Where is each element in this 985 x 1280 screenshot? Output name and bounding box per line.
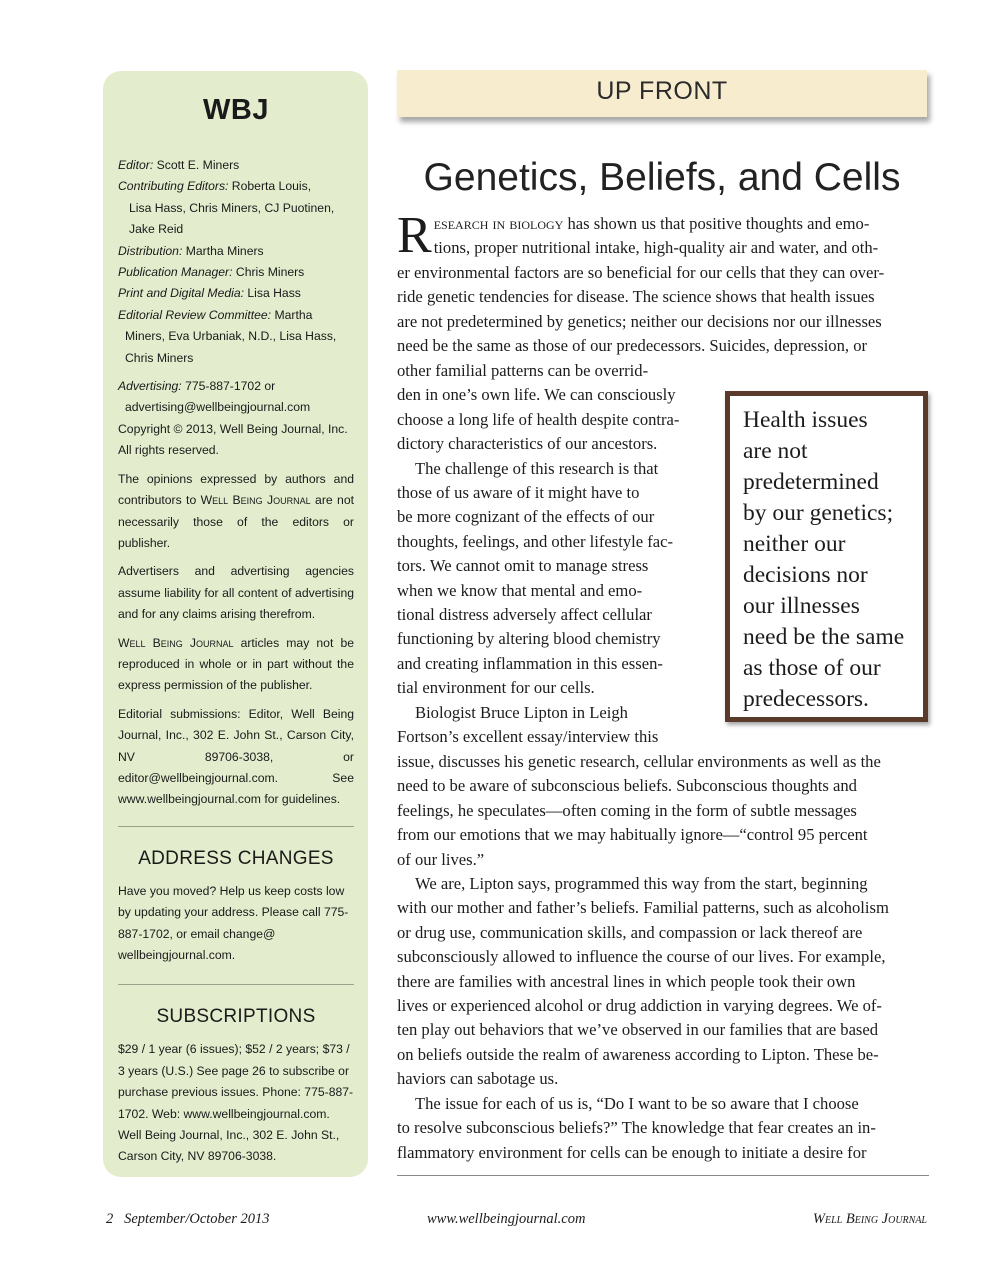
article-line: feelings, he speculates—often coming in the form of subtle messages bbox=[397, 800, 857, 820]
article-title: Genetics, Beliefs, and Cells bbox=[423, 156, 901, 199]
contrib-names-3: Jake Reid bbox=[129, 222, 184, 237]
article-line: den in one’s own life. We can consciously bbox=[397, 385, 676, 405]
article-line: dictory characteristics of our ancestors. bbox=[397, 434, 658, 454]
pull-quote-line: by our genetics; bbox=[743, 500, 894, 526]
sidebar-title: WBJ bbox=[203, 94, 269, 126]
pubmgr-label: Publication Manager: bbox=[118, 265, 233, 280]
masthead-credits bbox=[118, 155, 354, 369]
article-line: on beliefs outside the realm of awareness according to Lipton. These be- bbox=[397, 1044, 879, 1064]
advertising-info bbox=[118, 376, 354, 462]
address-changes-heading: ADDRESS CHANGES bbox=[138, 847, 334, 869]
contrib-label: Contributing Editors: bbox=[118, 179, 229, 194]
media-label: Print and Digital Media: bbox=[118, 286, 244, 301]
article-line: functioning by altering blood chemistry bbox=[397, 629, 661, 649]
review-names-1: Martha bbox=[271, 307, 313, 322]
article-line: be more cognizant of the effects of our bbox=[397, 507, 655, 527]
drop-cap: R bbox=[397, 207, 432, 264]
pull-quote-line: predecessors. bbox=[743, 686, 869, 712]
pull-quote-line: predetermined bbox=[743, 469, 879, 495]
advertisers-liability: Advertisers and advertising agencies assume liability for all content of advertising and for any claims arising therefrom. bbox=[118, 564, 354, 622]
article-line: of our lives.” bbox=[397, 849, 485, 869]
article-line: tial environment for our cells. bbox=[397, 678, 595, 698]
advertising-phone: 775-887-1702 or bbox=[181, 379, 276, 394]
editor-label: Editor: bbox=[118, 158, 154, 172]
section-banner: UP FRONT bbox=[397, 70, 927, 117]
opinions-journal-name: Well Being Journal bbox=[200, 493, 311, 508]
subscriptions-text: $29 / 1 year (6 issues); $52 / 2 years; $73 / 3 years (U.S.) See page 26 to subscribe or purchase previous issues. Phone: 775-887-1702. Web: www.wellbeingjournal.com. Well Being Journal, Inc., 302 E. John St., Carson City, NV 89706-3038. bbox=[118, 1042, 354, 1164]
article-body-narrow bbox=[397, 359, 707, 750]
article-line: to resolve subconscious beliefs?” The knowledge that fear creates an in- bbox=[397, 1118, 876, 1138]
article-line: Biologist Bruce Lipton in Leigh bbox=[415, 702, 628, 722]
contrib-names-1: Roberta Louis, bbox=[228, 179, 312, 194]
article-line: Fortson’s excellent essay/interview this bbox=[397, 727, 659, 747]
pull-quote bbox=[725, 391, 928, 722]
article-line: tors. We cannot omit to manage stress bbox=[397, 556, 649, 576]
article-line: haviors can sabotage us. bbox=[397, 1069, 559, 1089]
opinions-rest: are not necessarily those of the editors or publisher. bbox=[118, 493, 354, 550]
advertising-label: Advertising: bbox=[118, 379, 182, 394]
media-name: Lisa Hass bbox=[244, 286, 301, 301]
pull-quote-line: neither our bbox=[743, 531, 846, 557]
pull-quote-line: need be the same bbox=[743, 624, 905, 650]
pubmgr-name: Chris Miners bbox=[232, 265, 305, 280]
article-line: thoughts, feelings, and other lifestyle fac- bbox=[397, 531, 674, 551]
article-line: are not predetermined by genetics; neither our decisions nor our illnesses bbox=[397, 311, 882, 331]
article-body-bottom bbox=[397, 750, 930, 1165]
article-line: those of us aware of it might have to bbox=[397, 483, 640, 503]
reproduce-rest: articles may not be reproduced in whole or in part without the express permission of the publisher. bbox=[118, 635, 355, 693]
article-line: tional distress adversely affect cellular bbox=[397, 605, 652, 625]
article-line: er environmental factors are so beneficial for our cells that they can over- bbox=[397, 262, 885, 282]
article-line: tions, proper nutritional intake, high-quality air and water, and oth- bbox=[433, 238, 879, 258]
opinions-disclaimer bbox=[118, 469, 354, 555]
pull-quote-line: decisions nor bbox=[743, 562, 868, 588]
subscriptions-heading: SUBSCRIPTIONS bbox=[156, 1006, 316, 1028]
article-line: need be the same as those of our predecessors. Suicides, depression, or bbox=[397, 336, 868, 356]
advertising-email: advertising@wellbeingjournal.com bbox=[125, 400, 311, 415]
editor-name: Scott E. Miners bbox=[153, 158, 240, 172]
pull-quote-line: are not bbox=[743, 438, 808, 464]
submissions-info: Editorial submissions: Editor, Well Being Journal, Inc., 302 E. John St., Carson City, NV 89706-3038, or editor@wellbeingjournal.com. See www.wellbeingjournal.com for guidelines. bbox=[118, 706, 354, 807]
article-line: or drug use, communication skills, and compassion or lack thereof are bbox=[397, 922, 863, 942]
opinions-lead: The opinions expressed by authors and contributors to bbox=[118, 471, 354, 508]
article-body-top bbox=[397, 207, 930, 358]
pull-quote-line: Health issues bbox=[743, 407, 868, 433]
copyright-notice: Copyright © 2013, Well Being Journal, Inc. bbox=[118, 421, 348, 436]
article-line: with our mother and father’s beliefs. Familial patterns, such as alcoholism bbox=[397, 898, 889, 918]
footer-page-date: 2 September/October 2013 bbox=[106, 1211, 270, 1227]
article-line: when we know that mental and emo- bbox=[397, 580, 643, 600]
article-line: from our emotions that we may habitually ignore—“control 95 percent bbox=[397, 825, 868, 845]
review-label: Editorial Review Committee: bbox=[118, 307, 272, 322]
dist-name: Martha Miners bbox=[182, 243, 264, 258]
pull-quote-line: our illnesses bbox=[743, 593, 860, 619]
sidebar-divider bbox=[118, 826, 354, 827]
article-line: The issue for each of us is, “Do I want to be so aware that I choose bbox=[415, 1093, 859, 1113]
rights-notice: All rights reserved. bbox=[118, 443, 219, 458]
article-line: flammatory environment for cells can be enough to initiate a desire for bbox=[397, 1142, 867, 1162]
article-line: other familial patterns can be overrid- bbox=[397, 361, 649, 380]
article-bottom-rule bbox=[397, 1175, 929, 1176]
article-line: there are families with ancestral lines in which people took their own bbox=[397, 971, 856, 991]
pull-quote-line: as those of our bbox=[743, 655, 881, 681]
footer-website: www.wellbeingjournal.com bbox=[427, 1211, 586, 1227]
article-line: ten play out behaviors that we’ve observed in our families that are based bbox=[397, 1020, 879, 1040]
review-names-3: Chris Miners bbox=[125, 350, 194, 365]
article-line: choose a long life of health despite contra- bbox=[397, 409, 680, 429]
address-changes-text: Have you moved? Help us keep costs low by updating your address. Please call 775-887-1702, or email change@ wellbeingjournal.com. bbox=[118, 883, 349, 962]
article-line: has shown us that positive thoughts and emo- bbox=[563, 214, 870, 233]
article-line: and creating inflammation in this essen- bbox=[397, 653, 663, 673]
article-line: ride genetic tendencies for disease. The science shows that health issues bbox=[397, 287, 875, 307]
dist-label: Distribution: bbox=[118, 243, 183, 258]
sidebar-divider bbox=[118, 984, 354, 985]
reproduce-journal-name: Well Being Journal bbox=[118, 635, 234, 650]
article-line: lives or experienced alcohol or drug addiction in varying degrees. We of- bbox=[397, 996, 882, 1016]
lead-small-caps: esearch in biology bbox=[433, 214, 564, 233]
article-line: subconsciously allowed to influence the course of our lives. For example, bbox=[397, 947, 886, 967]
masthead-sidebar bbox=[103, 71, 368, 1177]
footer-journal-name: Well Being Journal bbox=[812, 1211, 927, 1227]
article-line: need to be aware of subconscious beliefs. Subconscious thoughts and bbox=[397, 776, 857, 796]
article-line: issue, discusses his genetic research, cellular environments as well as the bbox=[397, 752, 881, 771]
review-names-2: Miners, Eva Urbaniak, N.D., Lisa Hass, bbox=[125, 329, 337, 344]
article-line: The challenge of this research is that bbox=[415, 458, 659, 478]
reproduction-notice bbox=[118, 633, 354, 697]
contrib-names-2: Lisa Hass, Chris Miners, CJ Puotinen, bbox=[129, 200, 335, 215]
article-line: We are, Lipton says, programmed this way from the start, beginning bbox=[415, 874, 868, 894]
